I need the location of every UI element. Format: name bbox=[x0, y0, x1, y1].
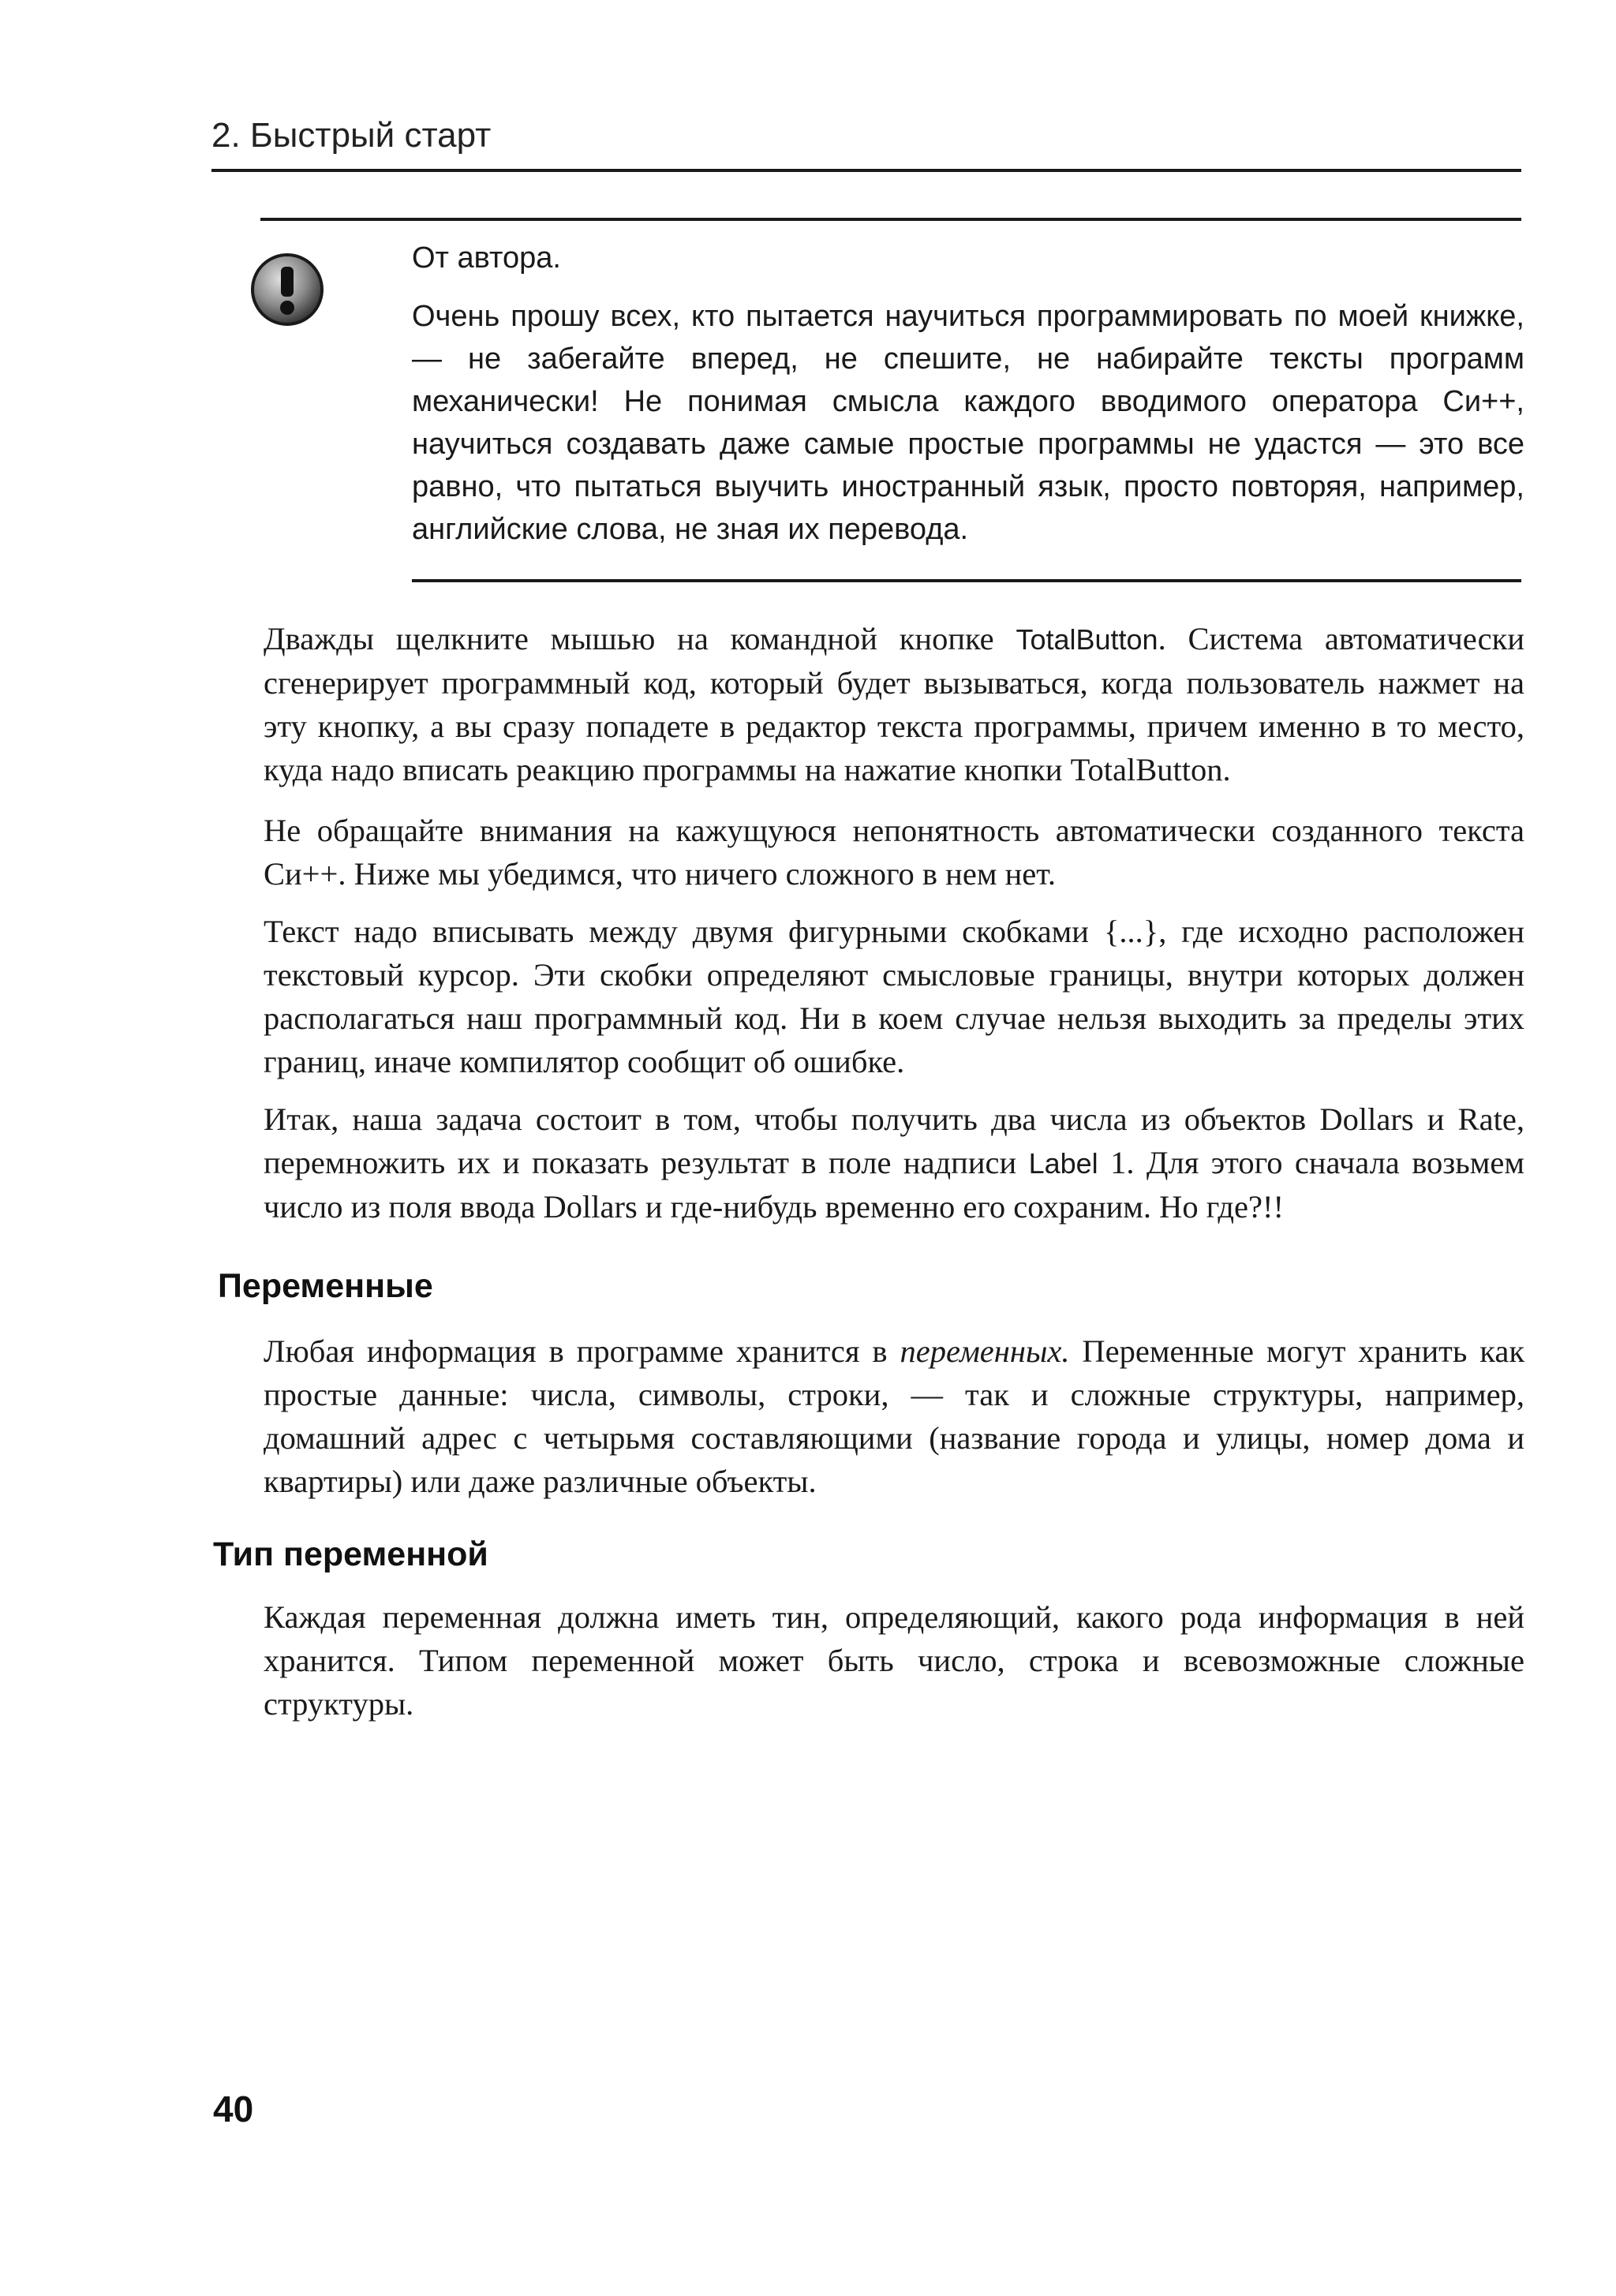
note-icon-wrapper bbox=[246, 246, 333, 333]
emphasis-term: переменных. bbox=[900, 1333, 1070, 1369]
paragraph-task bbox=[264, 1098, 1524, 1228]
paragraph-text: Итак, наша задача состоит в том, чтобы получить два числа из объектов Dollars и Rate, перемножить их и показать результат в поле надписи bbox=[264, 1101, 1524, 1180]
running-header: 2. Быстрый старт bbox=[211, 116, 492, 155]
note-rule-top bbox=[260, 218, 1521, 221]
note-rule-bottom bbox=[412, 579, 1521, 582]
author-note bbox=[412, 237, 1524, 551]
paragraph-text: 1. Для этого сначала возьмем число из поля ввода Dollars и где-нибудь временно его сохраним. Но где?!! bbox=[264, 1145, 1524, 1225]
note-body: Очень прошу всех, кто пытается научиться программировать по моей книжке, — не забегайте вперед, не спешите, не набирайте тексты программ механически! Не понимая смысла каждого вводимого оператора Си++, научиться создавать даже самые простые программы не удастся — это все равно, что пытаться выучить иностранный язык, просто повторяя, например, английские слова, не зная их перевода. bbox=[412, 300, 1524, 546]
section-heading-variable-type: Тип переменной bbox=[213, 1535, 488, 1573]
paragraph-braces: Текст надо вписывать между двумя фигурными скобками {...}, где исходно расположен текстовый курсор. Эти скобки определяют смысловые границы, внутри которых должен располагаться наш программный код. Ни в коем случае нельзя выходить за пределы этих границ, иначе компилятор сообщит об ошибке. bbox=[264, 914, 1524, 1079]
main-content bbox=[213, 617, 1525, 1743]
inline-term: Label bbox=[1028, 1147, 1098, 1180]
info-circle-icon bbox=[246, 246, 333, 333]
section-heading-variables: Переменные bbox=[218, 1267, 433, 1305]
note-title: От автора. bbox=[412, 241, 561, 275]
paragraph-text: Любая информация в программе хранится в bbox=[264, 1333, 900, 1369]
paragraph-variables bbox=[264, 1329, 1524, 1503]
header-rule bbox=[211, 169, 1521, 172]
inline-term: TotalButton bbox=[1016, 623, 1158, 656]
paragraph-text: . Система автоматически сгенерирует программный код, который будет вызываться, когда пользователь нажмет на эту кнопку, а вы сразу попадете в редактор текста программы, причем именно в то место, куда надо вписать реакцию программы на нажатие кнопки TotalButton. bbox=[264, 621, 1525, 787]
page-number: 40 bbox=[213, 2088, 254, 2130]
paragraph-ignore-code: Не обращайте внимания на кажущуюся непонятность автоматически созданного текста Си++. Ниже мы убедимся, что ничего сложного в нем нет. bbox=[264, 813, 1524, 892]
paragraph-text: Переменные могут хранить как простые данные: числа, символы, строки, — так и сложные структуры, например, домашний адрес с четырьмя составляющими (название города и улицы, номер дома и квартиры) или даже различные объекты. bbox=[264, 1333, 1524, 1499]
paragraph-text: Дважды щелкните мышью на командной кнопке bbox=[264, 621, 1016, 656]
paragraph-variable-type: Каждая переменная должна иметь тин, определяющий, какого рода информация в ней хранится. Типом переменной может быть число, строка и всевозможные сложные структуры. bbox=[264, 1599, 1524, 1722]
paragraph-totalbutton bbox=[264, 617, 1524, 791]
